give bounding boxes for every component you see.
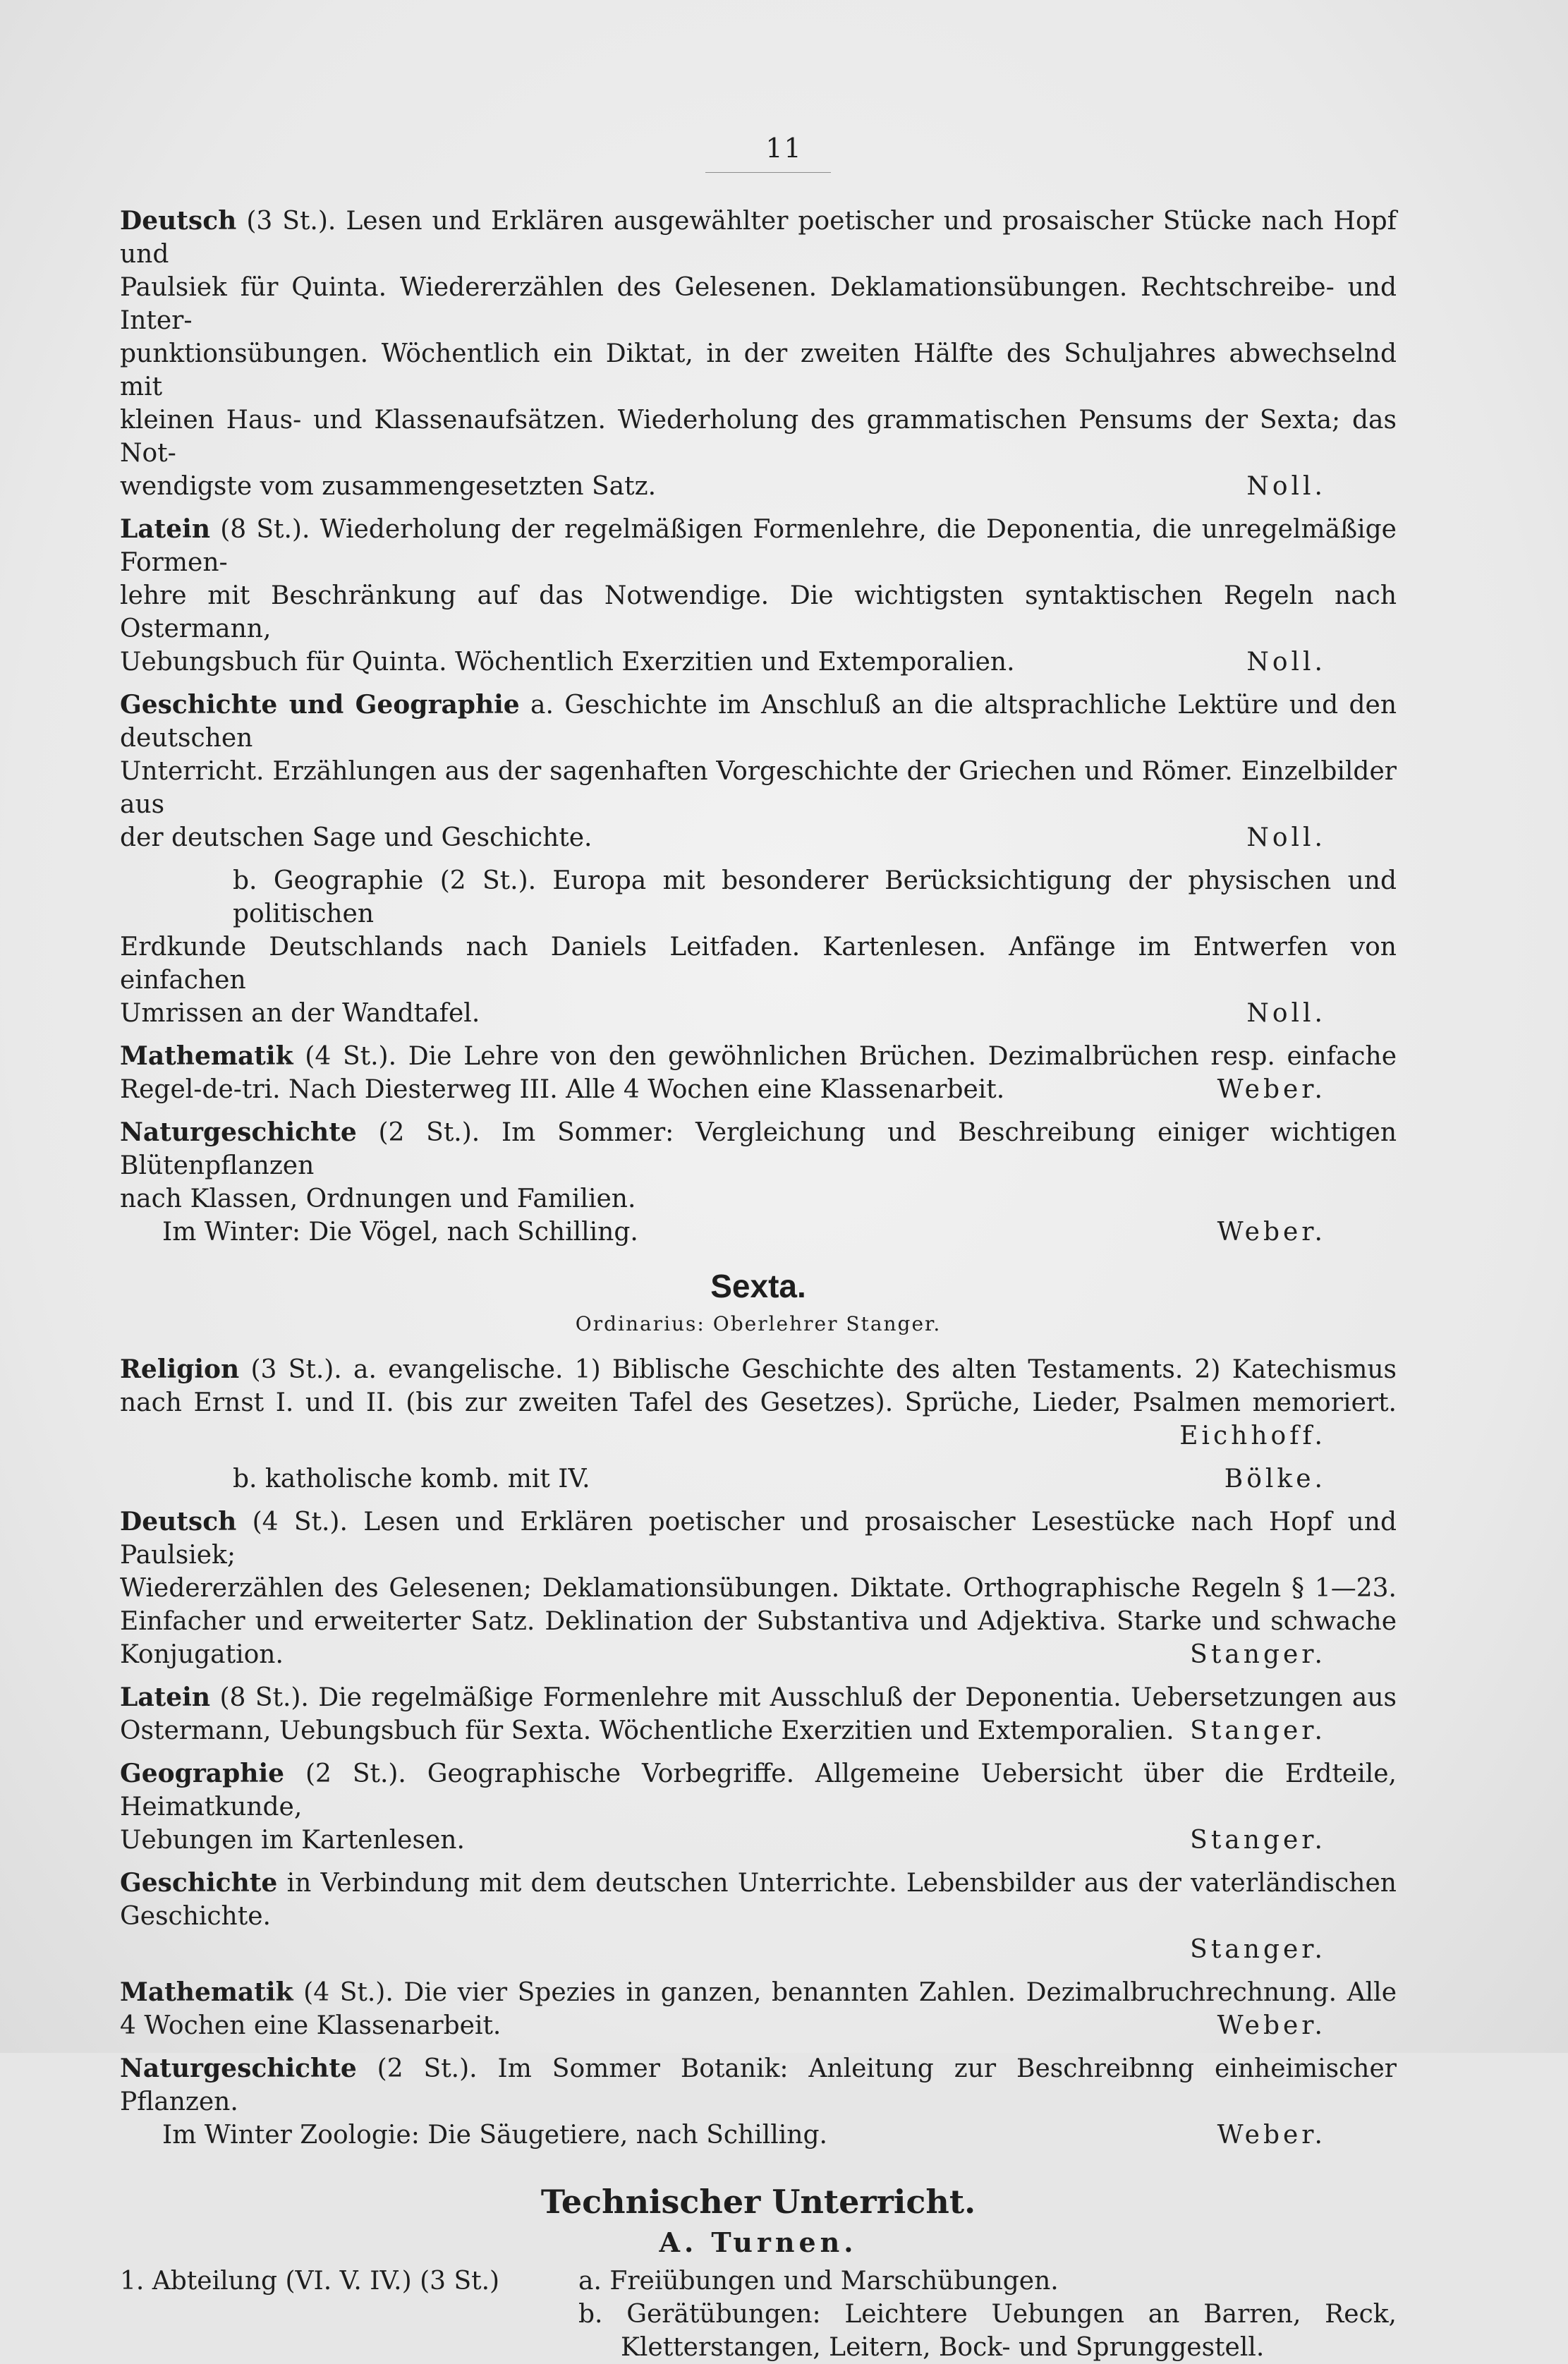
subject-hours: (3 St.). [250, 1355, 342, 1384]
teacher-name: Stanger. [1190, 1640, 1326, 1669]
quinta-mathematik [120, 1040, 1397, 1106]
text-line: Die Lehre von den gewöhnlichen Brüchen. Dezimalbrüchen resp. einfache [408, 1042, 1397, 1071]
sexta-latein [120, 1681, 1397, 1747]
teacher-name: Weber. [1217, 1075, 1326, 1104]
text-line: Uebungsbuch für Quinta. Wöchentlich Exerzitien und Extemporalien. [120, 648, 1015, 677]
subject-hours: (8 St.). [220, 515, 310, 544]
text-line: Konjugation. [120, 1640, 284, 1669]
text-line: Im Sommer: Vergleichung und Beschreibung einiger wichtigen Blütenpflanzen [120, 1118, 1397, 1180]
text-line: Lesen und Erklären poetischer und prosaischer Lesestücke nach Hopf und Paulsiek; [120, 1508, 1397, 1570]
subject-hours: (4 St.). [303, 1978, 394, 2007]
text-line: punktionsübungen. Wöchentlich ein Diktat, in der zweiten Hälfte des Schuljahres abwechselnd mit [120, 339, 1397, 401]
teacher-name: Noll. [1246, 472, 1326, 501]
subject-hours: (4 St.). [252, 1508, 348, 1536]
teacher-name: Stanger. [1190, 1716, 1326, 1745]
sexta-deutsch [120, 1505, 1397, 1671]
subject-name: Mathematik [120, 1041, 293, 1071]
text-line: der deutschen Sage und Geschichte. [120, 823, 592, 852]
quinta-geographie [120, 864, 1397, 1030]
turnen-item: a. Freiübungen und Marschübungen. [578, 2267, 1059, 2296]
subject-hours: (4 St.). [305, 1042, 397, 1071]
turnen-row [120, 2265, 1397, 2364]
quinta-naturgeschichte [120, 1116, 1397, 1249]
quinta-latein [120, 513, 1397, 679]
text-line: in Verbindung mit dem deutschen Unterrichte. Lebensbilder aus der vaterländischen Geschichte. [120, 1869, 1397, 1931]
text-line: Erdkunde Deutschlands nach Daniels Leitfaden. Kartenlesen. Anfänge im Entwerfen von einfachen [120, 933, 1397, 995]
subject-name: Geographie [120, 1759, 285, 1788]
text-line: Einfacher und erweiterter Satz. Deklination der Substantiva und Adjektiva. Starke und schwache [120, 1607, 1397, 1636]
text-line: kleinen Haus- und Klassenaufsätzen. Wiederholung des grammatischen Pensums der Sexta; das Not- [120, 406, 1397, 468]
subject-name: Religion [120, 1354, 240, 1384]
text-line: Im Sommer Botanik: Anleitung zur Beschreibnng einheimischer Pflanzen. [120, 2054, 1397, 2116]
subject-name: Mathematik [120, 1977, 293, 2007]
text-line: Im Winter: Die Vögel, nach Schilling. [162, 1218, 638, 1247]
teacher-name: Weber. [1217, 2121, 1326, 2150]
text-line: a. Geschichte im Anschluß an die altsprachliche Lektüre und den deutschen [120, 691, 1397, 753]
text-line: Geographische Vorbegriffe. Allgemeine Uebersicht über die Erdteile, Heimatkunde, [120, 1759, 1397, 1822]
text-line: Die regelmäßige Formenlehre mit Ausschluß der Deponentia. Uebersetzungen aus [318, 1683, 1397, 1712]
page-content [120, 205, 1397, 2364]
section-ordinarius: Ordinarius: Oberlehrer Stanger. [575, 1312, 942, 1335]
text-line: wendigste vom zusammengesetzten Satz. [120, 472, 657, 501]
turnen-items [578, 2265, 1397, 2364]
text-line: Im Winter Zoologie: Die Säugetiere, nach Schilling. [162, 2121, 827, 2150]
section-subtitle-turnen: A. Turnen. [659, 2226, 858, 2258]
subject-hours: (2 St.). [378, 1118, 480, 1147]
page-number-rule [705, 172, 831, 173]
subject-hours: (3 St.). [246, 207, 336, 236]
sexta-mathematik [120, 1976, 1397, 2042]
text-line: Wiederholung der regelmäßigen Formenlehre, die Deponentia, die unregelmäßige Formen- [120, 515, 1397, 577]
text-line: nach Klassen, Ordnungen und Familien. [120, 1184, 636, 1213]
text-line: Die vier Spezies in ganzen, benannten Zahlen. Dezimalbruchrechnung. Alle [403, 1978, 1397, 2007]
subject-name: Geschichte [120, 1868, 278, 1898]
text-line: a. evangelische. 1) Biblische Geschichte des alten Testaments. 2) Katechismus [353, 1355, 1397, 1384]
sexta-religion-katholisch [120, 1462, 1397, 1496]
section-title-technischer-unterricht: Technischer Unterricht. [540, 2183, 976, 2221]
subject-name: Naturgeschichte [120, 1117, 357, 1147]
subject-hours: (2 St.). [305, 1759, 406, 1788]
teacher-name: Weber. [1217, 2011, 1326, 2040]
subject-name: Naturgeschichte [120, 2054, 357, 2083]
text-line: Paulsiek für Quinta. Wiedererzählen des Gelesenen. Deklamationsübungen. Rechtschreibe- und Inter- [120, 273, 1397, 335]
quinta-geschichte-geographie [120, 689, 1397, 854]
teacher-name: Noll. [1246, 823, 1326, 852]
text-line: Wiedererzählen des Gelesenen; Deklamationsübungen. Diktate. Orthographische Regeln § 1—23. [120, 1574, 1397, 1603]
text-line: b. Geographie (2 St.). Europa mit besonderer Berücksichtigung der physischen und politischen [233, 866, 1397, 928]
teacher-name: Noll. [1246, 648, 1326, 677]
page-number: 11 [765, 133, 803, 164]
quinta-deutsch [120, 205, 1397, 503]
subject-name: Geschichte und Geographie [120, 690, 520, 720]
subject-name: Deutsch [120, 206, 237, 236]
section-title-sexta: Sexta. [710, 1268, 806, 1304]
text-line: Regel-de-tri. Nach Diesterweg III. Alle 4 Wochen eine Klassenarbeit. [120, 1075, 1005, 1104]
teacher-name: Stanger. [1190, 1826, 1326, 1855]
teacher-name: Weber. [1217, 1218, 1326, 1247]
text-line: Umrissen an der Wandtafel. [120, 999, 480, 1028]
text-line: b. katholische komb. mit IV. [233, 1465, 590, 1493]
sexta-geographie [120, 1757, 1397, 1857]
text-line: Uebungen im Kartenlesen. [120, 1826, 465, 1855]
turnen-item: Kletterstangen, Leitern, Bock- und Sprunggestell. [621, 2333, 1265, 2362]
turnen-division: 1. Abteilung (VI. V. IV.) (3 St.) [120, 2267, 500, 2296]
teacher-name: Eichhoff. [1179, 1422, 1326, 1450]
sexta-naturgeschichte [120, 2052, 1397, 2152]
text-line: lehre mit Beschränkung auf das Notwendige. Die wichtigsten syntaktischen Regeln nach Ostermann, [120, 581, 1397, 643]
subject-hours: (8 St.). [219, 1683, 309, 1712]
teacher-name: Bölke. [1224, 1465, 1326, 1493]
text-line: Unterricht. Erzählungen aus der sagenhaften Vorgeschichte der Griechen und Römer. Einzelbilder aus [120, 757, 1397, 819]
text-line: Lesen und Erklären ausgewählter poetischer und prosaischer Stücke nach Hopf und [120, 207, 1397, 269]
text-line: nach Ernst I. und II. (bis zur zweiten Tafel des Gesetzes). Sprüche, Lieder, Psalmen memoriert. [120, 1388, 1397, 1417]
sexta-religion [120, 1353, 1397, 1453]
teacher-name: Stanger. [1190, 1935, 1326, 1964]
subject-name: Latein [120, 514, 211, 544]
subject-hours: (2 St.). [377, 2054, 478, 2083]
subject-name: Latein [120, 1683, 211, 1712]
teacher-name: Noll. [1246, 999, 1326, 1028]
text-line: 4 Wochen eine Klassenarbeit. [120, 2011, 502, 2040]
sexta-geschichte [120, 1867, 1397, 1966]
subject-name: Deutsch [120, 1507, 237, 1536]
turnen-item: b. Gerätübungen: Leichtere Uebungen an Barren, Reck, [578, 2300, 1397, 2329]
text-line: Ostermann, Uebungsbuch für Sexta. Wöchentliche Exerzitien und Extemporalien. [120, 1716, 1174, 1745]
